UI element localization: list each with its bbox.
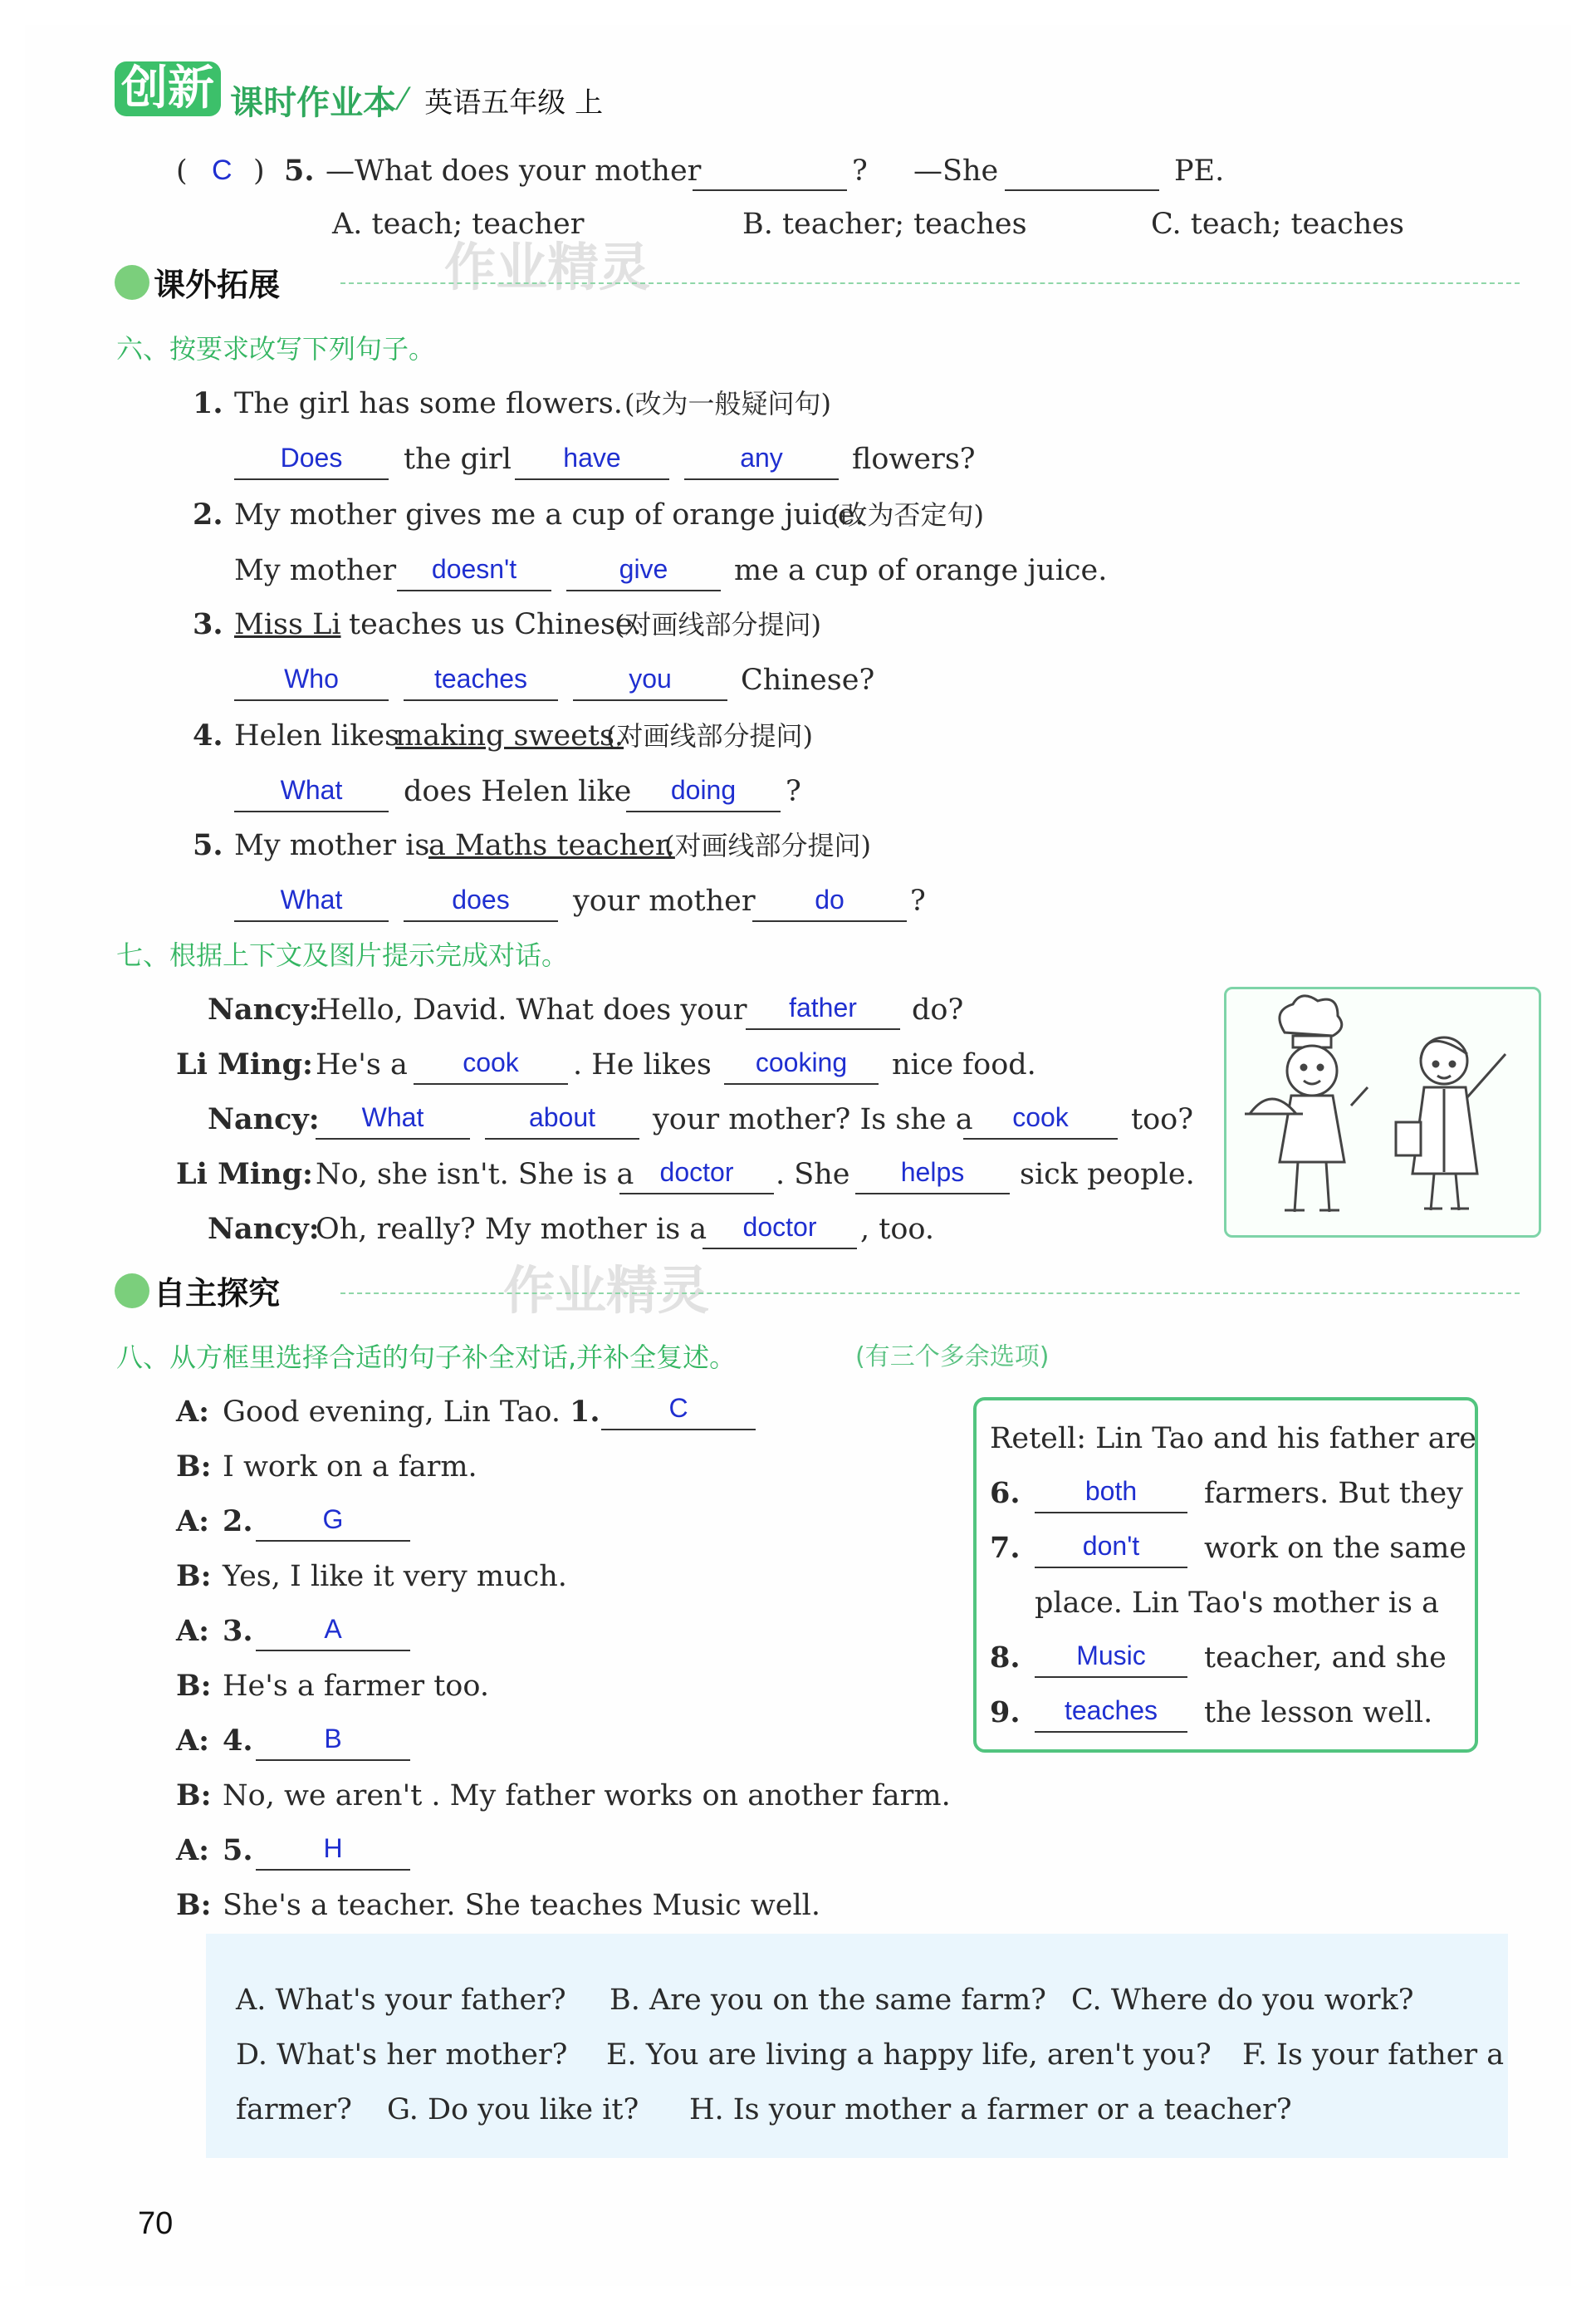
p8-answer-5: H <box>323 1833 343 1863</box>
p8-line-2-speaker: B: <box>176 1449 212 1484</box>
option-b-label: B. <box>610 1984 640 2017</box>
p6-s1-word-2: flowers? <box>852 443 976 476</box>
p8-line-3-speaker: A: <box>176 1504 210 1538</box>
p6-s1-answer-1: Does <box>280 443 343 473</box>
option-h-text: Is your mother a farmer or a teacher? <box>732 2093 1292 2126</box>
q5-blank-2[interactable] <box>1005 156 1159 191</box>
brand-title: 课时作业本 <box>230 84 397 122</box>
q5-answer: C <box>212 154 233 186</box>
option-f-continued: farmer? <box>236 2093 352 2126</box>
option-g-label: G. <box>387 2093 419 2126</box>
p6-s4-answer-2: doing <box>670 775 737 805</box>
option-b <box>610 1984 1046 2017</box>
retell-blank-7[interactable] <box>1035 1533 1187 1568</box>
q5-option-a: A. teach; teacher <box>332 208 585 241</box>
q5-option-c: C. teach; teaches <box>1151 208 1404 241</box>
p8-answer-1: C <box>668 1393 688 1423</box>
p8-line-1-number: 1. <box>570 1395 600 1429</box>
part8-title-note: (有三个多余选项) <box>855 1342 1050 1371</box>
p7-l3-blank-2[interactable] <box>485 1102 639 1140</box>
brand-logo: 创新 <box>115 61 221 116</box>
q5-text1: —What does your mother <box>326 154 702 188</box>
p7-l2-text-2: . He likes <box>573 1048 712 1081</box>
p6-s5-word-2: ? <box>910 885 926 918</box>
p8-line-6-text: He's a farmer too. <box>223 1670 489 1703</box>
watermark-2: 作业精灵 <box>503 1260 710 1321</box>
p7-l3-blank-3[interactable] <box>963 1102 1118 1140</box>
option-f-text: Is your father a <box>1276 2038 1505 2072</box>
retell-blank-8[interactable] <box>1035 1643 1187 1678</box>
p8-line-5-number: 3. <box>223 1614 253 1648</box>
p7-l1-answer-1: father <box>789 993 857 1023</box>
option-c-label: C. <box>1071 1984 1102 2017</box>
section-extra-icon <box>115 265 149 300</box>
retell-answer-6: both <box>1084 1476 1138 1506</box>
p6-s4-number: 4. <box>193 719 223 753</box>
header <box>115 61 603 120</box>
option-a-text: What's your father? <box>275 1984 566 2017</box>
p6-s4-blank-1[interactable] <box>234 777 389 812</box>
p7-l4-blank-2[interactable] <box>855 1157 1010 1194</box>
section-self-divider <box>340 1292 1520 1294</box>
p7-l2-blank-1[interactable] <box>414 1047 568 1085</box>
p7-l4-answer-1: doctor <box>659 1157 734 1187</box>
retell-answer-8: Music <box>1076 1641 1146 1670</box>
option-g-text: Do you like it? <box>427 2093 639 2126</box>
p6-s3-answer-1: Who <box>284 664 339 694</box>
p6-s3-blank-2[interactable] <box>404 666 558 701</box>
q5-blank-1[interactable] <box>693 156 847 191</box>
option-f <box>1242 2038 1504 2072</box>
part8-title: 八、从方框里选择合适的句子补全对话,并补全复述。 <box>116 1341 737 1373</box>
p6-s3-answer-2: teaches <box>433 664 528 694</box>
brand-swoosh-icon: ⁄ <box>400 83 406 117</box>
p8-line-1-text: Good evening, Lin Tao. <box>223 1395 561 1429</box>
page-number: 70 <box>138 2206 174 2241</box>
p6-s4-answer-1: What <box>280 775 343 805</box>
p6-s5-hint: (对画线部分提问) <box>664 830 871 861</box>
q5-text3: PE. <box>1174 154 1225 188</box>
q5-paren-open: ( <box>176 154 188 188</box>
dialogue-illustration <box>1224 987 1541 1238</box>
retell-blank-6[interactable] <box>1035 1476 1187 1513</box>
option-e <box>606 2038 1212 2072</box>
p6-s2-blank-2[interactable] <box>566 554 721 591</box>
section-self-title: 自主探究 <box>154 1275 281 1312</box>
p6-s3-underlined: Miss Li <box>234 608 341 641</box>
p7-l2-text-3: nice food. <box>892 1048 1036 1081</box>
p6-s4-underlined: making sweets. <box>395 719 624 753</box>
p6-s2-word-2: me a cup of orange juice. <box>734 554 1108 587</box>
p6-s5-blank-1[interactable] <box>234 887 389 922</box>
p6-s1-word-1: the girl <box>404 443 512 476</box>
p6-s3-hint: (对画线部分提问) <box>614 609 821 640</box>
retell-line-mid: place. Lin Tao's mother is a <box>1035 1587 1439 1620</box>
cook-and-doctor-illustration <box>1226 989 1539 1235</box>
p8-line-5-speaker: A: <box>176 1614 210 1648</box>
p7-l3-speaker: Nancy: <box>208 1102 320 1136</box>
retell-number-6: 6. <box>990 1476 1021 1510</box>
p6-s2-answer-2: give <box>619 554 668 584</box>
p6-s5-answer-3: do <box>815 885 845 915</box>
section-extra-header <box>115 259 280 305</box>
p8-blank-5[interactable] <box>256 1833 410 1871</box>
p6-s1-blank-2[interactable] <box>515 445 669 480</box>
p6-s3-answer-3: you <box>629 664 672 694</box>
p7-l4-answer-2: helps <box>900 1157 965 1187</box>
p8-line-4-text: Yes, I like it very much. <box>223 1560 567 1593</box>
retell-text-7: work on the same <box>1204 1532 1467 1565</box>
retell-text-9: the lesson well. <box>1204 1696 1433 1729</box>
p6-s3-blank-3[interactable] <box>573 666 727 701</box>
p8-line-7-number: 4. <box>223 1724 253 1758</box>
p7-l3-text-1: your mother? Is she a <box>653 1103 973 1136</box>
q5-number: 5. <box>284 154 315 188</box>
p6-s1-hint: (改为一般疑问句) <box>624 388 831 419</box>
p6-s5-text: My mother is <box>234 829 430 862</box>
p7-l3-blank-1[interactable] <box>316 1102 470 1140</box>
option-h-label: H. <box>689 2093 724 2126</box>
option-c <box>1071 1984 1413 2017</box>
p7-l2-answer-1: cook <box>463 1047 519 1077</box>
part7-title: 七、根据上下文及图片提示完成对话。 <box>116 939 569 971</box>
p6-s1-blank-3[interactable] <box>684 445 839 480</box>
p6-s5-word-1: your mother <box>573 885 756 918</box>
p7-l5-text-2: , too. <box>860 1213 934 1246</box>
option-d-label: D. <box>236 2038 267 2072</box>
section-extra-title: 课外拓展 <box>154 267 281 303</box>
p6-s1-text: The girl has some flowers. <box>234 387 623 420</box>
p7-l4-speaker: Li Ming: <box>176 1157 313 1191</box>
p7-l1-text-2: do? <box>912 993 964 1027</box>
p8-line-9-number: 5. <box>223 1833 253 1867</box>
p8-line-6-speaker: B: <box>176 1669 212 1703</box>
subject-label: 英语五年级 上 <box>424 86 604 120</box>
section-self-icon <box>115 1273 149 1308</box>
p6-s2-hint: (改为否定句) <box>830 499 984 531</box>
p6-s1-answer-3: any <box>740 443 783 473</box>
p8-line-4-speaker: B: <box>176 1559 212 1593</box>
q5-question-mark: ? <box>852 154 868 188</box>
p7-l4-text-3: sick people. <box>1020 1158 1195 1191</box>
q5-option-b: B. teacher; teaches <box>742 208 1027 241</box>
p7-l5-speaker: Nancy: <box>208 1212 320 1246</box>
p6-s5-blank-2[interactable] <box>404 887 558 922</box>
retell-number-8: 8. <box>990 1641 1021 1675</box>
p7-l3-text-2: too? <box>1131 1103 1193 1136</box>
retell-text-6: farmers. But they <box>1204 1477 1463 1510</box>
p6-s3-blank-1[interactable] <box>234 666 389 701</box>
retell-line-1: Retell: Lin Tao and his father are <box>990 1422 1477 1455</box>
p7-l4-text-2: . She <box>776 1158 850 1191</box>
q5-paren-close: ) <box>253 154 265 188</box>
p7-l5-text-1: Oh, really? My mother is a <box>316 1213 707 1246</box>
p6-s1-answer-2: have <box>563 443 621 473</box>
option-a-label: A. <box>236 1984 267 2017</box>
p8-line-7-speaker: A: <box>176 1724 210 1758</box>
p7-l4-text-1: No, she isn't. She is a <box>316 1158 634 1191</box>
p7-l2-blank-2[interactable] <box>724 1047 879 1085</box>
option-f-label: F. <box>1242 2038 1267 2072</box>
p6-s3-word-1: Chinese? <box>741 664 875 697</box>
p7-l3-answer-2: about <box>528 1102 596 1132</box>
option-b-text: Are you on the same farm? <box>649 1984 1046 2017</box>
p8-line-8-text: No, we aren't . My father works on another farm. <box>223 1779 951 1812</box>
p6-s4-hint: (对画线部分提问) <box>606 720 813 752</box>
p7-l2-text-1: He's a <box>316 1048 408 1081</box>
p6-s4-text: Helen likes <box>234 719 400 753</box>
p8-blank-2[interactable] <box>256 1504 410 1542</box>
q5-text2: —She <box>913 154 999 188</box>
p6-s1-number: 1. <box>193 386 223 420</box>
p6-s5-blank-3[interactable] <box>752 887 907 922</box>
option-c-text: Where do you work? <box>1110 1984 1414 2017</box>
p7-l2-answer-2: cooking <box>755 1047 848 1077</box>
p8-line-2-text: I work on a farm. <box>223 1450 477 1484</box>
option-h <box>689 2093 1292 2126</box>
p6-s4-word-1: does Helen like <box>404 775 632 808</box>
p6-s2-answer-1: doesn't <box>431 554 517 584</box>
p6-s3-text: teaches us Chinese. <box>349 608 642 641</box>
p8-line-10-text: She's a teacher. She teaches Music well. <box>223 1889 820 1922</box>
p6-s5-answer-2: does <box>452 885 510 915</box>
watermark: 作业精灵 <box>444 237 651 297</box>
retell-text-8: teacher, and she <box>1204 1641 1447 1675</box>
p8-line-8-speaker: B: <box>176 1778 212 1812</box>
retell-number-9: 9. <box>990 1695 1021 1729</box>
p6-s2-number: 2. <box>193 498 223 532</box>
option-g <box>387 2093 639 2126</box>
p7-l4-blank-1[interactable] <box>619 1157 774 1194</box>
p7-l1-text-1: Hello, David. What does your <box>316 993 747 1027</box>
p6-s5-number: 5. <box>193 828 223 862</box>
p8-line-10-speaker: B: <box>176 1888 212 1922</box>
option-a <box>236 1984 566 2017</box>
p8-answer-2: G <box>322 1504 344 1534</box>
retell-answer-9: teaches <box>1064 1695 1158 1725</box>
option-e-text: You are living a happy life, aren't you? <box>645 2038 1212 2072</box>
p6-s2-text: My mother gives me a cup of orange juice. <box>234 498 864 532</box>
p8-line-9-speaker: A: <box>176 1833 210 1867</box>
p6-s3-number: 3. <box>193 607 223 641</box>
p8-line-1-speaker: A: <box>176 1395 210 1429</box>
p6-s4-blank-2[interactable] <box>626 777 781 812</box>
option-e-label: E. <box>606 2038 637 2072</box>
p6-s5-answer-1: What <box>280 885 343 915</box>
p8-blank-1[interactable] <box>601 1395 756 1430</box>
section-self-header <box>115 1268 280 1313</box>
p8-blank-4[interactable] <box>256 1726 410 1761</box>
p7-l5-answer-1: doctor <box>742 1212 817 1242</box>
p6-s2-blank-1[interactable] <box>397 554 551 591</box>
p7-l3-answer-1: What <box>361 1102 424 1132</box>
p7-l1-speaker: Nancy: <box>208 993 320 1027</box>
retell-blank-9[interactable] <box>1035 1695 1187 1733</box>
option-d <box>236 2038 567 2072</box>
p6-s2-word-1: My mother <box>234 554 397 587</box>
p6-s5-underlined: a Maths teacher. <box>428 829 675 862</box>
p8-answer-3: A <box>324 1614 342 1644</box>
p7-l5-blank-1[interactable] <box>703 1214 857 1249</box>
retell-answer-7: don't <box>1082 1531 1140 1561</box>
option-d-text: What's her mother? <box>277 2038 568 2072</box>
p7-l2-speaker: Li Ming: <box>176 1047 313 1081</box>
p6-s1-blank-1[interactable] <box>234 445 389 480</box>
p7-l3-answer-3: cook <box>1012 1102 1069 1132</box>
p7-l1-blank-1[interactable] <box>746 995 900 1030</box>
part6-title: 六、按要求改写下列句子。 <box>116 333 436 365</box>
retell-number-7: 7. <box>990 1531 1021 1565</box>
p8-blank-3[interactable] <box>256 1616 410 1651</box>
section-extra-divider <box>340 282 1520 284</box>
p6-s4-word-2: ? <box>786 775 801 808</box>
p8-answer-4: B <box>324 1724 342 1753</box>
p8-line-3-number: 2. <box>223 1504 253 1538</box>
